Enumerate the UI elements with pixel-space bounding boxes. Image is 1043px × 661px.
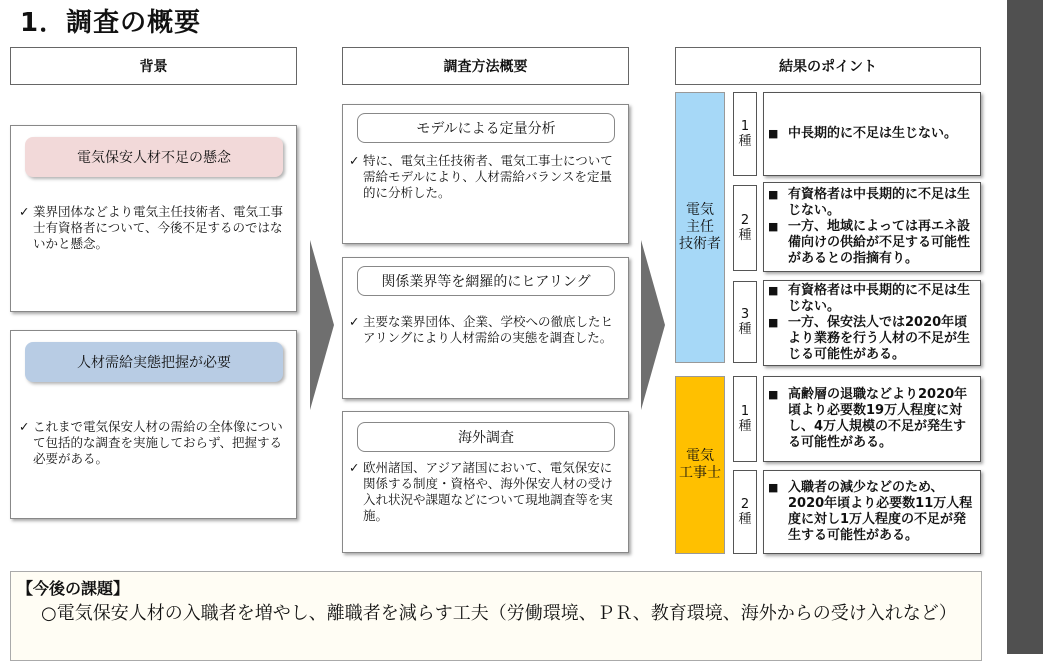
category-electrician: 電気 工事士 — [675, 376, 725, 554]
check-icon: ✓ — [19, 419, 30, 434]
result-box-3: ■ 有資格者は中長期的に不足は生じない。 ■ 一方、保安法人では2020年頃より業務を行う人材の不足が生じる可能性がある。 — [763, 280, 981, 366]
method-text-3: ✓ 欧州諸国、アジア諸国において、電気保安に関係する制度・資格や、海外保安人材の受け入れ状況や課題などについて現地調査等を実施。 — [349, 460, 613, 523]
method-box-3 — [342, 411, 629, 553]
grade-label: 2 種 — [733, 185, 757, 271]
result-box-5: ■ 入職者の減少などのため、2020年頃より必要数11万人程度に対し1万人程度の不足が発生する可能性がある。 — [763, 470, 981, 554]
background-text-1: ✓ 業界団体などより電気主任技術者、電気工事士有資格者について、今後不足するのではないかと懸念。 — [19, 204, 284, 251]
arrow-right-icon — [641, 240, 665, 410]
future-heading: 【今後の課題】 — [17, 579, 130, 598]
check-icon: ✓ — [349, 314, 360, 329]
side-scroll-panel — [1007, 0, 1043, 654]
header-background: 背景 — [10, 47, 297, 85]
grade-label: 1 種 — [733, 376, 757, 462]
check-icon: ✓ — [349, 153, 360, 168]
method-pill-2: 関係業界等を網羅的にヒアリング — [357, 266, 615, 296]
grade-label: 1 種 — [733, 92, 757, 176]
category-chief-engineer: 電気 主任 技術者 — [675, 92, 725, 363]
background-box-2 — [10, 330, 297, 519]
concern-pill: 電気保安人材不足の懸念 — [25, 137, 283, 177]
grade-label: 3 種 — [733, 281, 757, 363]
result-box-1: ■ 中長期的に不足は生じない。 — [763, 92, 981, 176]
arrow-right-icon — [310, 240, 334, 410]
header-result: 結果のポイント — [675, 47, 981, 85]
method-text-1: ✓ 特に、電気主任技術者、電気工事士について需給モデルにより、人材需給バランスを定量的に分析した。 — [349, 153, 613, 200]
future-issues-box — [10, 571, 982, 661]
result-box-2: ■ 有資格者は中長期的に不足は生じない。 ■ 一方、地域によっては再エネ設備向けの供給が不足する可能性があるとの指摘有り。 — [763, 182, 981, 272]
grade-label: 2 種 — [733, 470, 757, 554]
need-pill: 人材需給実態把握が必要 — [25, 342, 283, 382]
page-title: 1．調査の概要 — [20, 8, 202, 38]
check-icon: ✓ — [19, 204, 30, 219]
method-box-1 — [342, 104, 629, 244]
method-pill-1: モデルによる定量分析 — [357, 113, 615, 143]
check-icon: ✓ — [349, 460, 360, 475]
method-pill-3: 海外調査 — [357, 422, 615, 452]
background-box-1 — [10, 125, 297, 312]
header-method: 調査方法概要 — [342, 47, 629, 85]
method-text-2: ✓ 主要な業界団体、企業、学校への徹底したヒアリングにより人材需給の実態を調査した。 — [349, 314, 614, 345]
result-box-4: ■ 高齢層の退職などより2020年頃より必要数19万人程度に対し、4万人規模の不足が発生する可能性がある。 — [763, 376, 981, 462]
method-box-2 — [342, 257, 629, 399]
future-text: ○電気保安人材の入職者を増やし、離職者を減らす工夫（労働環境、ＰＲ、教育環境、海外からの受け入れなど） — [41, 603, 957, 624]
background-text-2: ✓ これまで電気保安人材の需給の全体像について包括的な調査を実施しておらず、把握する必要がある。 — [19, 419, 283, 466]
